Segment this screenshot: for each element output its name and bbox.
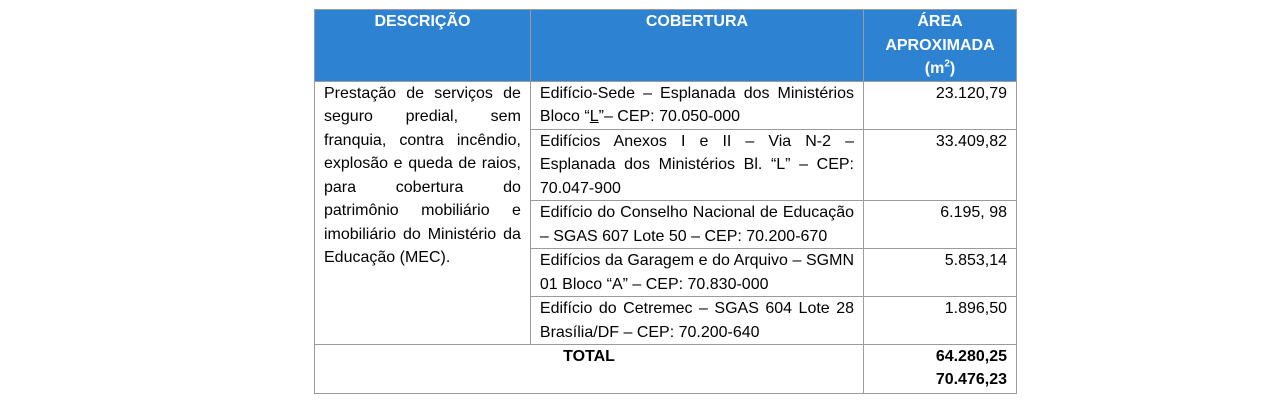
header-area bbox=[864, 10, 1017, 82]
header-description: DESCRIÇÃO bbox=[315, 10, 531, 82]
header-area-line2: APROXIMADA bbox=[885, 36, 995, 54]
coverage-cell: Edifício do Cetremec – SGAS 604 Lote 28 Brasília/DF – CEP: 70.200-640 bbox=[530, 297, 863, 345]
area-cell: 1.896,50 bbox=[864, 297, 1017, 345]
area-cell: 6.195, 98 bbox=[864, 201, 1017, 249]
header-area-unit-sup: 2 bbox=[944, 58, 950, 70]
header-area-unit-prefix: (m bbox=[924, 60, 945, 77]
coverage-cell bbox=[530, 81, 863, 129]
total-value-2: 70.476,23 bbox=[935, 371, 1007, 388]
area-cell: 5.853,14 bbox=[864, 249, 1017, 297]
header-coverage: COBERTURA bbox=[530, 10, 863, 82]
header-row bbox=[315, 10, 1017, 82]
coverage-text-post: ”– CEP: 70.050-000 bbox=[598, 108, 741, 125]
total-label: TOTAL bbox=[315, 345, 864, 394]
coverage-cell: Edifício do Conselho Nacional de Educação – SGAS 607 Lote 50 – CEP: 70.200-670 bbox=[530, 201, 863, 249]
coverage-text-underlined: L bbox=[589, 108, 599, 125]
coverage-table bbox=[314, 9, 1017, 394]
coverage-text-pre: Edifício-Sede – Esplanada dos Ministérios Bloco “ bbox=[539, 84, 854, 125]
coverage-cell: Edifícios Anexos I e II – Via N-2 – Esplanada dos Ministérios Bl. “L” – CEP: 70.047-900 bbox=[530, 129, 863, 201]
total-value-1: 64.280,25 bbox=[935, 348, 1007, 365]
total-value-cell bbox=[864, 345, 1017, 394]
header-area-unit-suffix: ) bbox=[949, 60, 956, 77]
description-cell: Prestação de serviços de seguro predial, sem franquia, contra incêndio, explosão e queda de raios, para cobertura do patrimônio mobiliário e imobiliário do Ministério da Educação (MEC). bbox=[315, 81, 531, 345]
header-area-line1: ÁREA bbox=[917, 13, 963, 30]
total-row bbox=[315, 345, 1017, 394]
coverage-cell: Edifícios da Garagem e do Arquivo – SGMN 01 Bloco “A” – CEP: 70.830-000 bbox=[530, 249, 863, 297]
table-row bbox=[315, 81, 1017, 129]
area-cell: 23.120,79 bbox=[864, 81, 1017, 129]
area-cell: 33.409,82 bbox=[864, 129, 1017, 201]
